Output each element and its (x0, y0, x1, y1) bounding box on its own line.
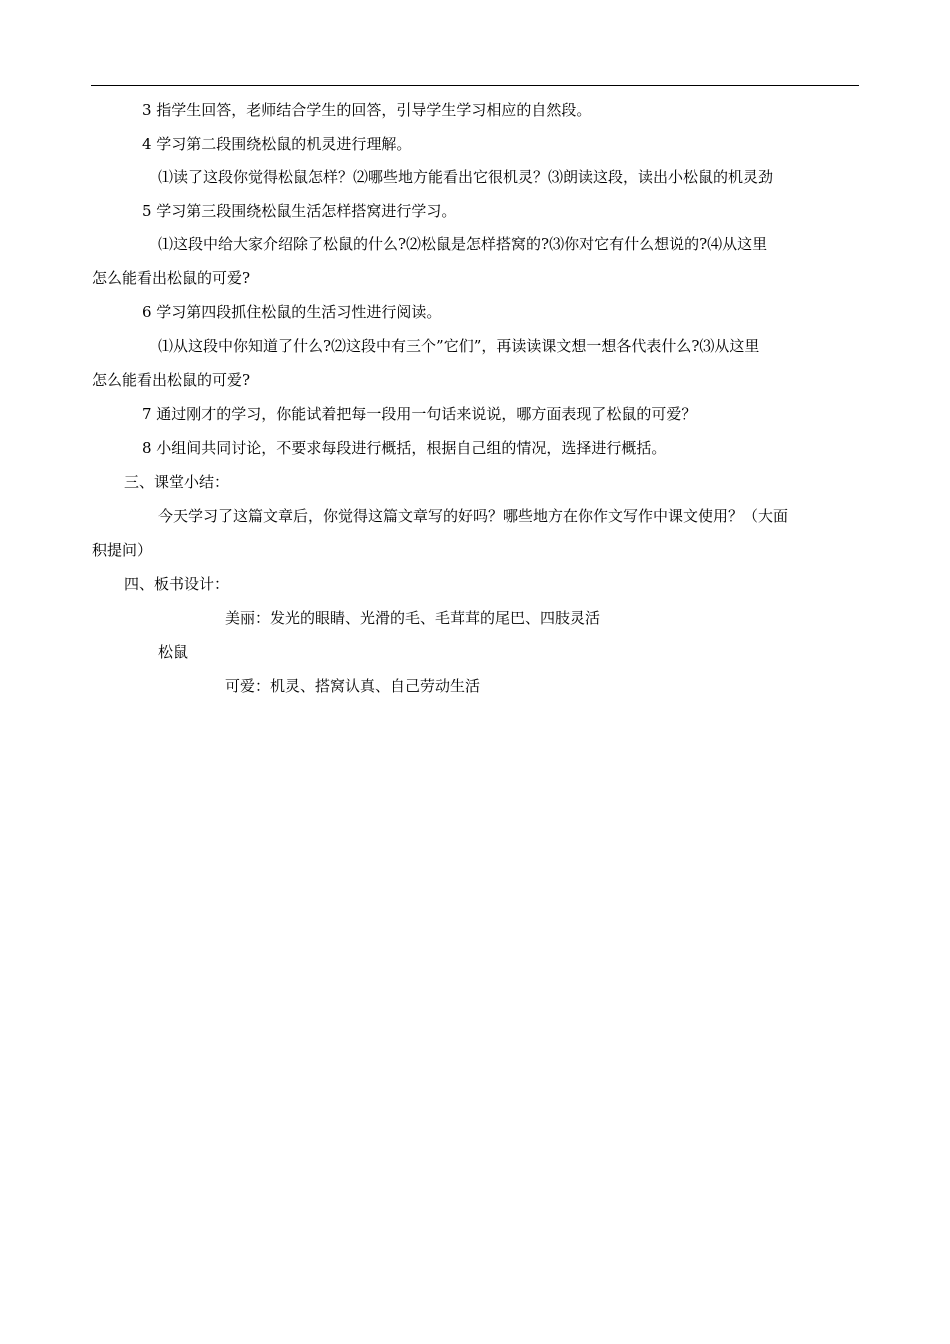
step-5-questions-cont: 怎么能看出松鼠的可爱? (92, 269, 251, 287)
step-6-questions: ⑴从这段中你知道了什么?⑵这段中有三个”它们”，再读读课文想一想各代表什么?⑶从这里 (158, 337, 760, 355)
step-5-line: 5 学习第三段围绕松鼠生活怎样搭窝进行学习。 (142, 202, 457, 220)
board-cute-line: 可爱：机灵、搭窝认真、自己劳动生活 (225, 677, 481, 695)
summary-text: 今天学习了这篇文章后，你觉得这篇文章写的好吗？哪些地方在你作文写作中课文使用？（大面 (158, 507, 789, 525)
section-summary-heading: 三、课堂小结： (124, 473, 230, 491)
board-beautiful-line: 美丽：发光的眼睛、光滑的毛、毛茸茸的尾巴、四肢灵活 (225, 609, 601, 627)
step-5-questions: ⑴这段中给大家介绍除了松鼠的什么?⑵松鼠是怎样搭窝的?⑶你对它有什么想说的?⑷从这里 (158, 235, 768, 253)
step-4-line: 4 学习第二段围绕松鼠的机灵进行理解。 (142, 135, 412, 153)
summary-text-cont: 积提问） (92, 541, 153, 559)
board-title-squirrel: 松鼠 (158, 643, 189, 661)
header-rule (91, 85, 859, 86)
step-8-line: 8 小组间共同讨论，不要求每段进行概括，根据自己组的情况，选择进行概括。 (142, 439, 667, 457)
step-3-line: 3 指学生回答，老师结合学生的回答，引导学生学习相应的自然段。 (142, 101, 592, 119)
step-6-questions-cont: 怎么能看出松鼠的可爱? (92, 371, 251, 389)
step-7-line: 7 通过刚才的学习，你能试着把每一段用一句话来说说，哪方面表现了松鼠的可爱？ (142, 405, 697, 423)
step-6-line: 6 学习第四段抓住松鼠的生活习性进行阅读。 (142, 303, 442, 321)
section-board-design-heading: 四、板书设计： (124, 575, 230, 593)
step-4-questions: ⑴读了这段你觉得松鼠怎样？⑵哪些地方能看出它很机灵？⑶朗读这段，读出小松鼠的机灵劲 (158, 168, 774, 186)
